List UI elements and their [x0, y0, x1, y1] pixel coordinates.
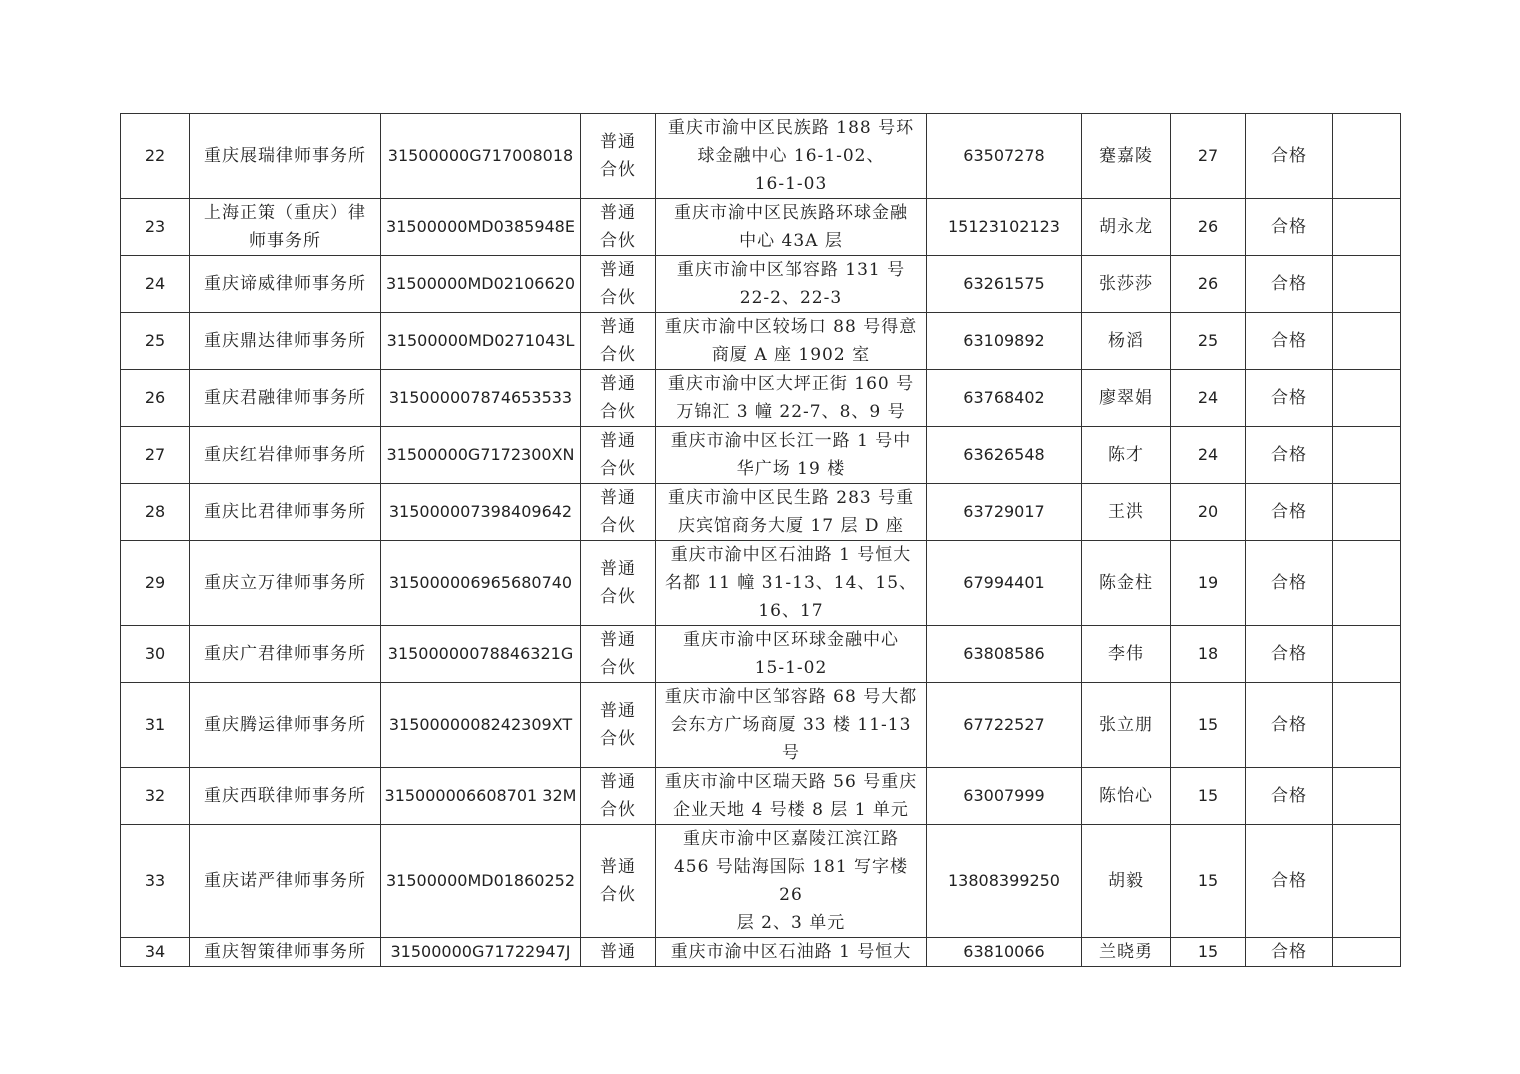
- organization-type-cell: [581, 370, 656, 427]
- organization-type-cell: [581, 313, 656, 370]
- firm-name-cell: [190, 626, 381, 683]
- credit-code: 3150000008242309XT: [388, 715, 573, 734]
- remarks-cell: [1333, 484, 1401, 541]
- row-number-cell: [121, 541, 190, 626]
- organization-type-line: 合伙: [600, 160, 636, 180]
- lawyer-count: 15: [1197, 942, 1219, 961]
- firm-address-line: 华广场 19 楼: [736, 459, 846, 479]
- credit-code-cell: [381, 683, 581, 768]
- firm-head-cell: [1082, 938, 1171, 967]
- organization-type-line: 普通: [600, 942, 636, 962]
- firm-address-cell: [656, 938, 927, 967]
- row-number: 33: [144, 871, 166, 890]
- firm-name-cell: [190, 938, 381, 967]
- organization-type-line: 普通: [600, 857, 636, 877]
- firm-name-line: 重庆广君律师事务所: [204, 644, 366, 664]
- row-number: 25: [144, 331, 166, 350]
- firm-address-cell: [656, 427, 927, 484]
- lawyer-count: 26: [1197, 217, 1219, 236]
- phone-number-cell: [927, 427, 1082, 484]
- table-row: [121, 114, 1401, 199]
- firm-head: 兰晓勇: [1099, 942, 1153, 962]
- lawyer-count: 18: [1197, 644, 1219, 663]
- row-number-cell: [121, 683, 190, 768]
- organization-type-line: 合伙: [600, 587, 636, 607]
- table-row: [121, 370, 1401, 427]
- firm-head: 王洪: [1108, 502, 1144, 522]
- row-number-cell: [121, 114, 190, 199]
- firm-head: 廖翠娟: [1099, 388, 1153, 408]
- firm-name-cell: [190, 256, 381, 313]
- credit-code-cell: [381, 313, 581, 370]
- firm-head-cell: [1082, 370, 1171, 427]
- assessment-result: 合格: [1271, 871, 1307, 891]
- credit-code: 315000007874653533: [388, 388, 573, 407]
- firm-address-line: 万锦汇 3 幢 22-7、8、9 号: [676, 402, 906, 422]
- credit-code-cell: [381, 427, 581, 484]
- firm-name-line: 重庆鼎达律师事务所: [204, 331, 366, 351]
- organization-type-cell: [581, 484, 656, 541]
- row-number-cell: [121, 370, 190, 427]
- assessment-result: 合格: [1271, 217, 1307, 237]
- row-number: 22: [144, 146, 166, 165]
- credit-code: 315000006965680740: [388, 573, 573, 592]
- phone-number: 63729017: [963, 502, 1045, 521]
- assessment-result-cell: [1246, 683, 1333, 768]
- row-number-cell: [121, 484, 190, 541]
- assessment-result: 合格: [1271, 146, 1307, 166]
- phone-number-cell: [927, 256, 1082, 313]
- lawyer-count-cell: [1171, 541, 1246, 626]
- assessment-result: 合格: [1271, 942, 1307, 962]
- lawyer-count: 24: [1197, 445, 1219, 464]
- organization-type-cell: [581, 768, 656, 825]
- organization-type-line: 合伙: [600, 402, 636, 422]
- row-number-cell: [121, 427, 190, 484]
- firm-name-cell: [190, 370, 381, 427]
- phone-number: 67722527: [963, 715, 1045, 734]
- organization-type-line: 合伙: [600, 288, 636, 308]
- firm-head-cell: [1082, 484, 1171, 541]
- firm-name-line: 上海正策（重庆）律: [204, 203, 366, 223]
- credit-code-cell: [381, 114, 581, 199]
- firm-name-line: 重庆谛威律师事务所: [204, 274, 366, 294]
- credit-code: 315000007398409642: [388, 502, 573, 521]
- organization-type-line: 普通: [600, 203, 636, 223]
- firm-head: 陈才: [1108, 445, 1144, 465]
- firm-head-cell: [1082, 313, 1171, 370]
- organization-type-line: 普通: [600, 701, 636, 721]
- firm-head: 张莎莎: [1099, 274, 1153, 294]
- assessment-result-cell: [1246, 768, 1333, 825]
- credit-code: 31500000G7172300XN: [386, 445, 575, 464]
- lawyer-count: 26: [1197, 274, 1219, 293]
- lawyer-count-cell: [1171, 313, 1246, 370]
- firm-head-cell: [1082, 256, 1171, 313]
- lawyer-count: 19: [1197, 573, 1219, 592]
- firm-head: 胡永龙: [1099, 217, 1153, 237]
- assessment-result: 合格: [1271, 388, 1307, 408]
- firm-name-cell: [190, 683, 381, 768]
- firm-head-cell: [1082, 541, 1171, 626]
- credit-code-cell: [381, 768, 581, 825]
- organization-type-line: 合伙: [600, 345, 636, 365]
- lawyer-count-cell: [1171, 484, 1246, 541]
- phone-number-cell: [927, 484, 1082, 541]
- firm-name-cell: [190, 825, 381, 938]
- firm-name-cell: [190, 768, 381, 825]
- lawyer-count: 15: [1197, 786, 1219, 805]
- assessment-result: 合格: [1271, 331, 1307, 351]
- phone-number: 63810066: [963, 942, 1045, 961]
- firm-head: 蹇嘉陵: [1099, 146, 1153, 166]
- assessment-result: 合格: [1271, 573, 1307, 593]
- firm-address-cell: [656, 313, 927, 370]
- table-row: [121, 938, 1401, 967]
- row-number: 27: [144, 445, 166, 464]
- row-number-cell: [121, 825, 190, 938]
- firm-address-line: 重庆市渝中区邹容路 131 号: [676, 260, 906, 280]
- credit-code: 31500000MD0271043L: [386, 331, 575, 350]
- assessment-result-cell: [1246, 313, 1333, 370]
- assessment-result: 合格: [1271, 644, 1307, 664]
- table-row: [121, 683, 1401, 768]
- credit-code-cell: [381, 825, 581, 938]
- firm-head: 胡毅: [1108, 871, 1144, 891]
- firm-name-line: 重庆君融律师事务所: [204, 388, 366, 408]
- credit-code: 31500000MD02106620: [386, 274, 575, 293]
- credit-code: 31500000G717008018: [387, 146, 574, 165]
- organization-type-cell: [581, 626, 656, 683]
- organization-type-cell: [581, 541, 656, 626]
- firm-head: 李伟: [1108, 644, 1144, 664]
- credit-code-cell: [381, 370, 581, 427]
- table-row: [121, 199, 1401, 256]
- row-number-cell: [121, 938, 190, 967]
- remarks-cell: [1333, 768, 1401, 825]
- firm-address-line: 重庆市渝中区嘉陵江滨江路: [683, 829, 899, 849]
- lawyer-count-cell: [1171, 825, 1246, 938]
- firm-address-cell: [656, 541, 927, 626]
- firm-name-line: 重庆腾运律师事务所: [204, 715, 366, 735]
- firm-address-line: 号: [782, 743, 800, 763]
- firm-address-cell: [656, 484, 927, 541]
- remarks-cell: [1333, 683, 1401, 768]
- phone-number: 67994401: [963, 573, 1045, 592]
- row-number-cell: [121, 768, 190, 825]
- remarks-cell: [1333, 114, 1401, 199]
- table-row: [121, 541, 1401, 626]
- firm-name-line: 重庆诺严律师事务所: [204, 871, 366, 891]
- organization-type-cell: [581, 427, 656, 484]
- organization-type-line: 普通: [600, 317, 636, 337]
- firm-address-line: 重庆市渝中区石油路 1 号恒大: [670, 545, 912, 565]
- phone-number-cell: [927, 370, 1082, 427]
- firm-address-cell: [656, 626, 927, 683]
- organization-type-line: 普通: [600, 772, 636, 792]
- credit-code: 31500000G71722947J: [390, 942, 571, 961]
- organization-type-line: 普通: [600, 559, 636, 579]
- firm-address-cell: [656, 370, 927, 427]
- phone-number-cell: [927, 683, 1082, 768]
- firm-address-line: 重庆市渝中区民生路 283 号重: [667, 488, 915, 508]
- remarks-cell: [1333, 825, 1401, 938]
- firm-address-line: 重庆市渝中区环球金融中心: [683, 630, 899, 650]
- firm-address-line: 商厦 A 座 1902 室: [711, 345, 871, 365]
- assessment-result: 合格: [1271, 786, 1307, 806]
- assessment-result-cell: [1246, 370, 1333, 427]
- row-number-cell: [121, 199, 190, 256]
- assessment-result: 合格: [1271, 502, 1307, 522]
- table-body: [121, 114, 1401, 967]
- law-firm-table: [120, 113, 1401, 967]
- organization-type-cell: [581, 683, 656, 768]
- organization-type-cell: [581, 938, 656, 967]
- firm-address-line: 重庆市渝中区较场口 88 号得意: [664, 317, 918, 337]
- organization-type-line: 合伙: [600, 658, 636, 678]
- credit-code-cell: [381, 484, 581, 541]
- remarks-cell: [1333, 370, 1401, 427]
- row-number: 24: [144, 274, 166, 293]
- organization-type-cell: [581, 825, 656, 938]
- firm-head-cell: [1082, 768, 1171, 825]
- firm-address-line: 庆宾馆商务大厦 17 层 D 座: [678, 516, 904, 536]
- credit-code: 315000006608701 32M: [384, 786, 577, 805]
- lawyer-count-cell: [1171, 256, 1246, 313]
- table-row: [121, 825, 1401, 938]
- firm-head-cell: [1082, 427, 1171, 484]
- lawyer-count: 15: [1197, 715, 1219, 734]
- organization-type-line: 合伙: [600, 885, 636, 905]
- firm-head: 陈怡心: [1099, 786, 1153, 806]
- credit-code-cell: [381, 256, 581, 313]
- credit-code-cell: [381, 938, 581, 967]
- phone-number: 63768402: [963, 388, 1045, 407]
- phone-number: 15123102123: [948, 217, 1060, 236]
- firm-address-line: 重庆市渝中区民族路环球金融: [674, 203, 908, 223]
- firm-name-line: 重庆西联律师事务所: [204, 786, 366, 806]
- assessment-result: 合格: [1271, 445, 1307, 465]
- lawyer-count-cell: [1171, 114, 1246, 199]
- phone-number-cell: [927, 541, 1082, 626]
- phone-number-cell: [927, 313, 1082, 370]
- lawyer-count: 27: [1197, 146, 1219, 165]
- firm-name-cell: [190, 427, 381, 484]
- assessment-result-cell: [1246, 541, 1333, 626]
- phone-number: 63808586: [963, 644, 1045, 663]
- phone-number-cell: [927, 825, 1082, 938]
- credit-code-cell: [381, 626, 581, 683]
- lawyer-count-cell: [1171, 683, 1246, 768]
- firm-address-line: 16-1-03: [754, 174, 828, 194]
- organization-type-cell: [581, 199, 656, 256]
- table-row: [121, 626, 1401, 683]
- assessment-result-cell: [1246, 256, 1333, 313]
- credit-code-cell: [381, 541, 581, 626]
- assessment-result-cell: [1246, 199, 1333, 256]
- row-number: 26: [144, 388, 166, 407]
- firm-address-cell: [656, 768, 927, 825]
- firm-address-cell: [656, 683, 927, 768]
- remarks-cell: [1333, 256, 1401, 313]
- firm-address-line: 重庆市渝中区大坪正街 160 号: [667, 374, 915, 394]
- firm-address-line: 名都 11 幢 31-13、14、15、: [664, 573, 918, 593]
- phone-number-cell: [927, 114, 1082, 199]
- organization-type-line: 合伙: [600, 516, 636, 536]
- row-number: 30: [144, 644, 166, 663]
- row-number: 32: [144, 786, 166, 805]
- firm-address-line: 重庆市渝中区民族路 188 号环: [667, 118, 915, 138]
- firm-head: 张立朋: [1099, 715, 1153, 735]
- table-row: [121, 427, 1401, 484]
- lawyer-count-cell: [1171, 427, 1246, 484]
- assessment-result-cell: [1246, 427, 1333, 484]
- assessment-result-cell: [1246, 938, 1333, 967]
- firm-head: 杨滔: [1108, 331, 1144, 351]
- firm-name-cell: [190, 114, 381, 199]
- remarks-cell: [1333, 626, 1401, 683]
- lawyer-count: 24: [1197, 388, 1219, 407]
- firm-address-line: 重庆市渝中区长江一路 1 号中: [670, 431, 912, 451]
- firm-address-cell: [656, 114, 927, 199]
- firm-head-cell: [1082, 825, 1171, 938]
- organization-type-cell: [581, 114, 656, 199]
- firm-head-cell: [1082, 199, 1171, 256]
- firm-head: 陈金柱: [1099, 573, 1153, 593]
- assessment-result: 合格: [1271, 274, 1307, 294]
- firm-address-line: 重庆市渝中区瑞天路 56 号重庆: [664, 772, 918, 792]
- phone-number: 63007999: [963, 786, 1045, 805]
- row-number: 23: [144, 217, 166, 236]
- firm-name-line: 重庆比君律师事务所: [204, 502, 366, 522]
- row-number-cell: [121, 313, 190, 370]
- organization-type-line: 普通: [600, 488, 636, 508]
- table-row: [121, 484, 1401, 541]
- firm-address-line: 重庆市渝中区邹容路 68 号大都: [664, 687, 918, 707]
- firm-name-cell: [190, 199, 381, 256]
- row-number: 28: [144, 502, 166, 521]
- lawyer-count-cell: [1171, 938, 1246, 967]
- organization-type-line: 普通: [600, 374, 636, 394]
- assessment-result: 合格: [1271, 715, 1307, 735]
- firm-name-cell: [190, 313, 381, 370]
- firm-address-line: 456 号陆海国际 181 写字楼 26: [673, 857, 909, 905]
- organization-type-line: 普通: [600, 260, 636, 280]
- table-row: [121, 256, 1401, 313]
- phone-number-cell: [927, 626, 1082, 683]
- lawyer-count-cell: [1171, 199, 1246, 256]
- lawyer-count: 25: [1197, 331, 1219, 350]
- organization-type-line: 普通: [600, 630, 636, 650]
- assessment-result-cell: [1246, 825, 1333, 938]
- firm-address-line: 22-2、22-3: [739, 288, 843, 308]
- phone-number-cell: [927, 768, 1082, 825]
- credit-code: 31500000MD0385948E: [386, 217, 575, 236]
- credit-code-cell: [381, 199, 581, 256]
- row-number: 31: [144, 715, 166, 734]
- organization-type-line: 合伙: [600, 729, 636, 749]
- firm-address-line: 重庆市渝中区石油路 1 号恒大: [670, 942, 912, 962]
- lawyer-count-cell: [1171, 370, 1246, 427]
- lawyer-count-cell: [1171, 626, 1246, 683]
- organization-type-line: 普通: [600, 431, 636, 451]
- firm-address-cell: [656, 256, 927, 313]
- firm-name-cell: [190, 484, 381, 541]
- firm-head-cell: [1082, 683, 1171, 768]
- firm-address-line: 企业天地 4 号楼 8 层 1 单元: [673, 800, 909, 820]
- firm-head-cell: [1082, 114, 1171, 199]
- table-row: [121, 768, 1401, 825]
- remarks-cell: [1333, 938, 1401, 967]
- lawyer-count-cell: [1171, 768, 1246, 825]
- row-number-cell: [121, 626, 190, 683]
- firm-name-line: 师事务所: [249, 231, 321, 251]
- organization-type-line: 合伙: [600, 231, 636, 251]
- firm-name-line: 重庆智策律师事务所: [204, 942, 366, 962]
- remarks-cell: [1333, 541, 1401, 626]
- remarks-cell: [1333, 199, 1401, 256]
- firm-address-line: 15-1-02: [754, 658, 828, 678]
- phone-number: 63261575: [963, 274, 1045, 293]
- assessment-result-cell: [1246, 626, 1333, 683]
- assessment-result-cell: [1246, 114, 1333, 199]
- phone-number-cell: [927, 938, 1082, 967]
- firm-address-line: 中心 43A 层: [739, 231, 843, 251]
- organization-type-cell: [581, 256, 656, 313]
- remarks-cell: [1333, 313, 1401, 370]
- firm-name-line: 重庆立万律师事务所: [204, 573, 366, 593]
- firm-address-line: 会东方广场商厦 33 楼 11-13: [670, 715, 912, 735]
- phone-number: 13808399250: [948, 871, 1060, 890]
- firm-address-cell: [656, 199, 927, 256]
- assessment-result-cell: [1246, 484, 1333, 541]
- firm-name-cell: [190, 541, 381, 626]
- firm-address-line: 16、17: [758, 601, 824, 621]
- row-number-cell: [121, 256, 190, 313]
- phone-number: 63109892: [963, 331, 1045, 350]
- credit-code: 31500000MD01860252: [386, 871, 575, 890]
- organization-type-line: 合伙: [600, 459, 636, 479]
- firm-head-cell: [1082, 626, 1171, 683]
- remarks-cell: [1333, 427, 1401, 484]
- table-row: [121, 313, 1401, 370]
- organization-type-line: 普通: [600, 132, 636, 152]
- row-number: 29: [144, 573, 166, 592]
- firm-name-line: 重庆展瑞律师事务所: [204, 146, 366, 166]
- phone-number: 63507278: [963, 146, 1045, 165]
- lawyer-count: 20: [1197, 502, 1219, 521]
- firm-address-line: 层 2、3 单元: [736, 913, 846, 933]
- phone-number: 63626548: [963, 445, 1045, 464]
- row-number: 34: [144, 942, 166, 961]
- lawyer-count: 15: [1197, 871, 1219, 890]
- firm-address-cell: [656, 825, 927, 938]
- organization-type-line: 合伙: [600, 800, 636, 820]
- credit-code: 31500000078846321G: [387, 644, 574, 663]
- firm-address-line: 球金融中心 16-1-02、: [697, 146, 885, 166]
- phone-number-cell: [927, 199, 1082, 256]
- firm-name-line: 重庆红岩律师事务所: [204, 445, 366, 465]
